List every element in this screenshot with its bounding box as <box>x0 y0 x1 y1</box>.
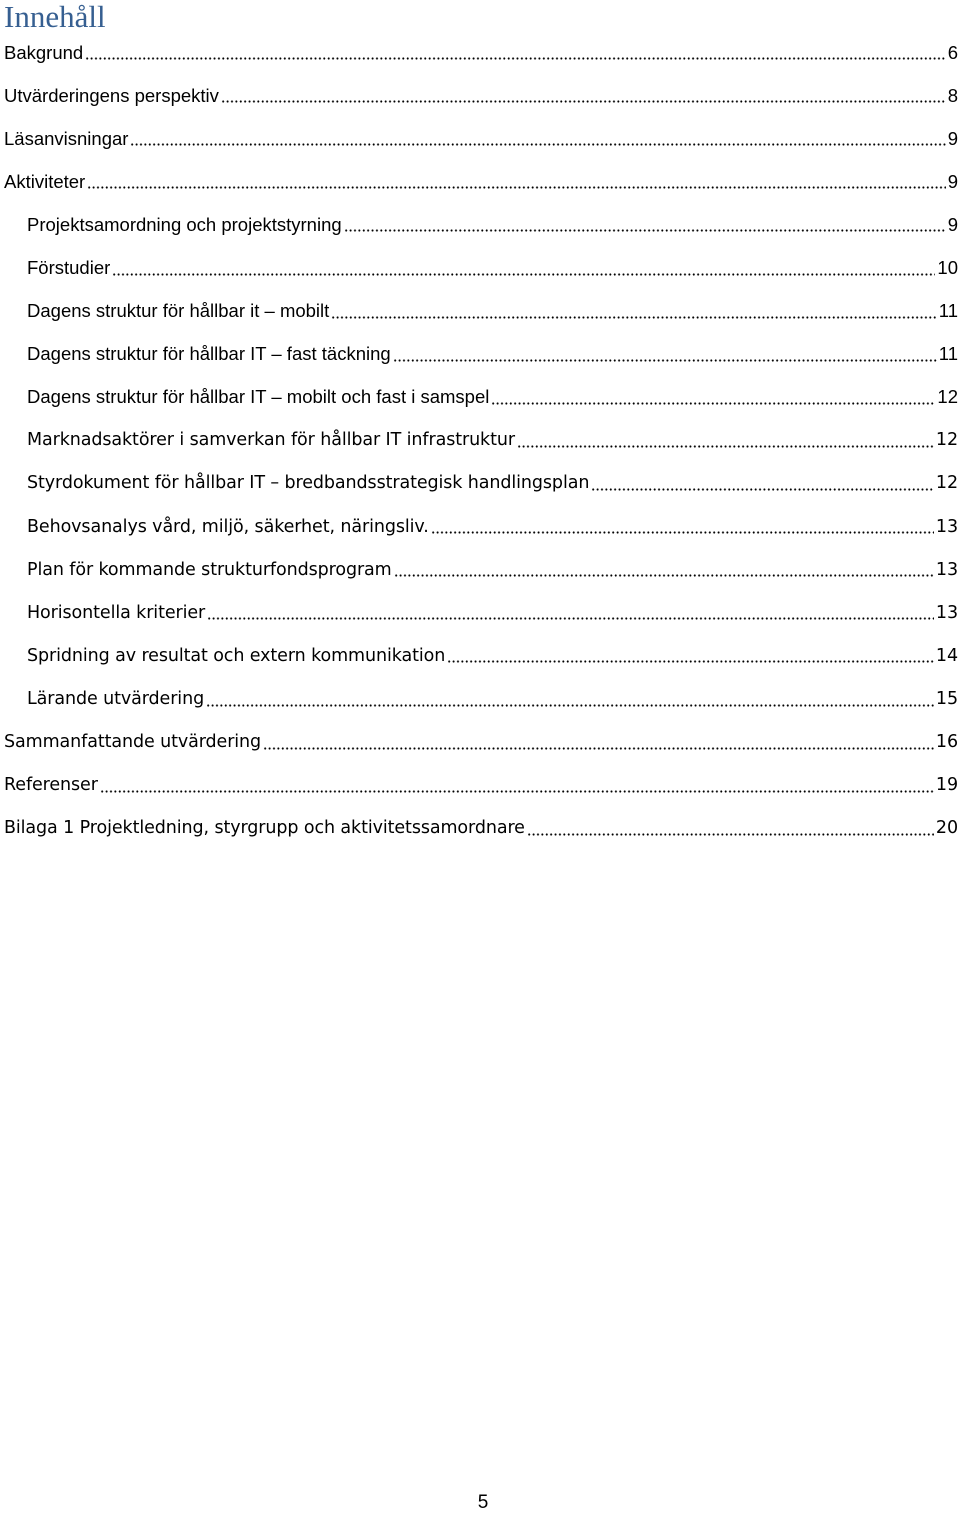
toc-entry[interactable] <box>0 677 960 720</box>
dot-leader <box>527 833 934 836</box>
toc-entry-label: Plan för kommande strukturfondsprogram <box>27 559 392 580</box>
toc-entry-page: 19 <box>935 775 958 796</box>
dot-leader <box>344 229 946 232</box>
dot-leader <box>100 790 934 793</box>
toc-entry-label: Spridning av resultat och extern kommunikation <box>27 645 446 666</box>
dot-leader <box>431 531 934 534</box>
toc-entry-page: 12 <box>935 473 958 494</box>
toc-entry-label: Behovsanalys vård, miljö, säkerhet, näringsliv. <box>27 516 429 537</box>
toc-entry-page: 13 <box>935 516 958 537</box>
toc-entry-page: 11 <box>938 343 958 365</box>
toc-entry[interactable] <box>0 290 960 333</box>
toc-entry-page: 13 <box>935 559 958 580</box>
toc-entry[interactable] <box>0 807 960 850</box>
dot-leader <box>206 704 934 707</box>
dot-leader <box>393 359 937 362</box>
toc-entry[interactable] <box>0 505 960 548</box>
toc-entry[interactable] <box>0 634 960 677</box>
dot-leader <box>207 617 934 620</box>
toc-entry[interactable] <box>0 721 960 764</box>
toc-entry-label: Bakgrund <box>4 41 84 63</box>
toc-entry-label: Lärande utvärdering <box>27 688 205 709</box>
dot-leader <box>85 57 946 60</box>
dot-leader <box>591 488 934 491</box>
toc-entry[interactable] <box>0 31 960 74</box>
toc-entry[interactable] <box>0 333 960 376</box>
toc-entry-label: Sammanfattande utvärdering <box>4 732 262 753</box>
toc-title: Innehåll <box>4 0 106 34</box>
toc-entry-label: Bilaga 1 Projektledning, styrgrupp och aktivitetssamordnare <box>4 818 525 839</box>
toc-entry[interactable] <box>0 203 960 246</box>
dot-leader <box>491 402 935 405</box>
dot-leader <box>112 273 935 276</box>
dot-leader <box>130 143 945 146</box>
toc-entry[interactable] <box>0 160 960 203</box>
toc-entry-page: 10 <box>937 257 958 279</box>
toc-entry-page: 13 <box>935 602 958 623</box>
toc-entry-page: 20 <box>935 818 958 839</box>
toc-entry-label: Utvärderingens perspektiv <box>4 84 219 106</box>
toc-entry-label: Aktiviteter <box>4 170 86 192</box>
toc-entry-label: Marknadsaktörer i samverkan för hållbar IT infrastruktur <box>27 430 515 451</box>
toc-entry[interactable] <box>0 419 960 462</box>
toc-entry[interactable] <box>0 117 960 160</box>
toc-entry[interactable] <box>0 764 960 807</box>
toc-entry-page: 15 <box>935 688 958 709</box>
toc-entry-label: Förstudier <box>27 257 111 279</box>
toc-entry-page: 9 <box>947 127 958 149</box>
dot-leader <box>263 747 934 750</box>
toc-entry-page: 8 <box>947 84 958 106</box>
toc-entry-label: Styrdokument för hållbar IT – bredbandsstrategisk handlingsplan <box>27 473 590 494</box>
dot-leader <box>517 445 934 448</box>
toc-entry[interactable] <box>0 462 960 505</box>
toc-entry[interactable] <box>0 74 960 117</box>
toc-entry[interactable] <box>0 548 960 591</box>
page-number: 5 <box>477 1492 489 1513</box>
dot-leader <box>394 574 934 577</box>
toc-entry-page: 9 <box>947 170 958 192</box>
toc-entry-page: 12 <box>937 386 958 408</box>
toc-entry-page: 14 <box>935 645 958 666</box>
table-of-contents <box>0 31 960 850</box>
toc-entry[interactable] <box>0 246 960 289</box>
toc-entry-label: Horisontella kriterier <box>27 602 206 623</box>
toc-entry-label: Projektsamordning och projektstyrning <box>27 213 342 235</box>
toc-entry-page: 11 <box>938 300 958 322</box>
dot-leader <box>331 316 936 319</box>
dot-leader <box>447 660 934 663</box>
toc-entry-page: 6 <box>947 41 958 63</box>
dot-leader <box>87 186 945 189</box>
toc-entry[interactable] <box>0 376 960 419</box>
toc-entry[interactable] <box>0 591 960 634</box>
toc-entry-label: Referenser <box>4 775 98 796</box>
toc-entry-label: Dagens struktur för hållbar IT – mobilt och fast i samspel <box>27 386 490 408</box>
toc-entry-page: 12 <box>935 430 958 451</box>
toc-entry-label: Läsanvisningar <box>4 127 129 149</box>
toc-entry-label: Dagens struktur för hållbar it – mobilt <box>27 300 330 322</box>
dot-leader <box>221 100 946 103</box>
toc-entry-page: 9 <box>947 213 958 235</box>
toc-entry-page: 16 <box>935 732 958 753</box>
toc-entry-label: Dagens struktur för hållbar IT – fast täckning <box>27 343 391 365</box>
